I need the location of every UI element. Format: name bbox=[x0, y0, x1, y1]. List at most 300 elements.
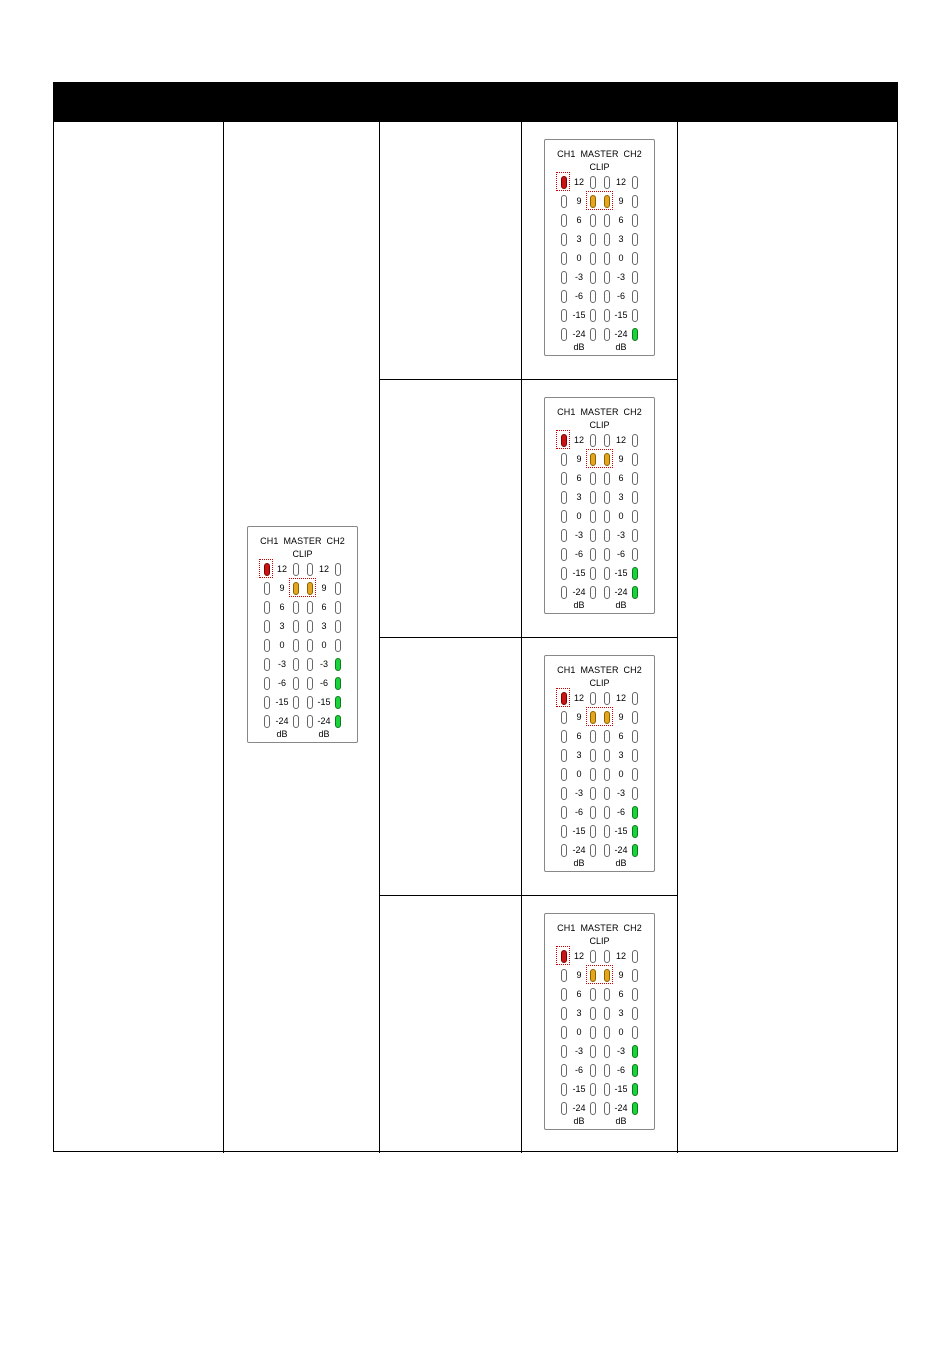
ch2-level-label: 9 bbox=[618, 196, 624, 206]
ch2-led bbox=[335, 696, 341, 709]
master-left-led bbox=[590, 692, 596, 705]
ch2-level-label: -6 bbox=[319, 678, 328, 688]
ch2-level-label: 12 bbox=[615, 693, 626, 703]
meter-row bbox=[545, 1043, 654, 1062]
ch1-level-label: 12 bbox=[573, 951, 584, 961]
ch1-led bbox=[264, 620, 270, 633]
meter-state-2 bbox=[544, 397, 655, 614]
ch1-level-label: -3 bbox=[574, 272, 583, 282]
ch1-led bbox=[561, 988, 567, 1001]
master-right-led bbox=[604, 214, 610, 227]
master-left-led bbox=[590, 825, 596, 838]
ch2-led bbox=[632, 768, 638, 781]
meter-state-3 bbox=[544, 655, 655, 872]
master-right-led bbox=[604, 806, 610, 819]
ch2-led bbox=[335, 620, 341, 633]
ch1-level-label: -6 bbox=[574, 291, 583, 301]
meter-row bbox=[545, 326, 654, 345]
meter-overview bbox=[247, 526, 358, 743]
ch2-led bbox=[632, 988, 638, 1001]
ch1-led bbox=[264, 601, 270, 614]
db-unit-label: dB bbox=[573, 342, 585, 352]
ch1-level-label: 3 bbox=[576, 492, 582, 502]
ch2-led bbox=[632, 434, 638, 447]
master-right-led bbox=[604, 825, 610, 838]
master-left-led bbox=[590, 434, 596, 447]
master-left-led bbox=[590, 214, 596, 227]
master-right-led bbox=[604, 510, 610, 523]
meter-row bbox=[545, 1100, 654, 1119]
meter-title bbox=[545, 407, 654, 419]
ch1-level-label: -24 bbox=[275, 716, 289, 726]
ch1-level-label: -15 bbox=[572, 1084, 586, 1094]
master-right-led bbox=[307, 658, 313, 671]
master-right-led bbox=[604, 567, 610, 580]
ch2-led bbox=[335, 658, 341, 671]
ch1-led bbox=[561, 1102, 567, 1115]
master-right-led bbox=[604, 768, 610, 781]
master-right-led bbox=[604, 548, 610, 561]
ch2-led bbox=[632, 749, 638, 762]
ch2-led bbox=[632, 787, 638, 800]
clip-label: CLIP bbox=[589, 162, 610, 172]
ch2-label: CH2 bbox=[623, 665, 642, 675]
ch1-led bbox=[561, 548, 567, 561]
meter-row bbox=[248, 675, 357, 694]
ch2-led bbox=[632, 730, 638, 743]
ch2-level-label: 3 bbox=[618, 234, 624, 244]
master-label: MASTER bbox=[580, 149, 619, 159]
ch1-label: CH1 bbox=[260, 536, 279, 546]
master-left-led bbox=[293, 620, 299, 633]
ch2-level-label: -15 bbox=[614, 1084, 628, 1094]
master-indicator-box bbox=[289, 578, 316, 597]
ch1-level-label: 12 bbox=[573, 693, 584, 703]
master-label: MASTER bbox=[283, 536, 322, 546]
ch2-led bbox=[632, 548, 638, 561]
db-unit-label: dB bbox=[615, 1116, 627, 1126]
master-right-led bbox=[604, 1026, 610, 1039]
ch2-led bbox=[632, 825, 638, 838]
ch1-level-label: 12 bbox=[573, 177, 584, 187]
ch1-level-label: -24 bbox=[572, 1103, 586, 1113]
master-right-led bbox=[604, 290, 610, 303]
ch2-level-label: -15 bbox=[614, 826, 628, 836]
ch1-level-label: 0 bbox=[279, 640, 285, 650]
master-left-led bbox=[590, 1045, 596, 1058]
ch1-label: CH1 bbox=[557, 407, 576, 417]
ch2-led bbox=[632, 491, 638, 504]
ch1-level-label: 9 bbox=[279, 583, 285, 593]
master-left-led bbox=[590, 529, 596, 542]
ch2-led bbox=[632, 1102, 638, 1115]
ch2-led bbox=[632, 290, 638, 303]
meter-row bbox=[545, 250, 654, 269]
ch1-led bbox=[561, 195, 567, 208]
ch1-led bbox=[561, 328, 567, 341]
db-unit-label: dB bbox=[276, 729, 288, 739]
meter-row bbox=[545, 508, 654, 527]
ch1-led bbox=[561, 969, 567, 982]
ch1-led bbox=[561, 491, 567, 504]
master-left-led bbox=[590, 252, 596, 265]
meter-row bbox=[545, 728, 654, 747]
ch2-label: CH2 bbox=[623, 407, 642, 417]
ch1-level-label: 9 bbox=[576, 712, 582, 722]
ch1-level-label: -15 bbox=[572, 568, 586, 578]
ch2-led bbox=[335, 582, 341, 595]
ch1-level-label: -15 bbox=[275, 697, 289, 707]
ch1-level-label: 0 bbox=[576, 769, 582, 779]
table-header-row bbox=[53, 82, 898, 122]
ch1-led bbox=[561, 1026, 567, 1039]
ch1-level-label: -6 bbox=[574, 549, 583, 559]
ch1-led bbox=[561, 806, 567, 819]
column-divider bbox=[677, 122, 678, 1153]
master-right-led bbox=[307, 639, 313, 652]
ch2-level-label: 12 bbox=[318, 564, 329, 574]
master-left-led bbox=[590, 309, 596, 322]
master-indicator-box bbox=[586, 707, 613, 726]
master-left-led bbox=[293, 658, 299, 671]
ch1-led bbox=[264, 715, 270, 728]
db-unit-label: dB bbox=[573, 858, 585, 868]
master-left-led bbox=[590, 510, 596, 523]
ch2-level-label: -15 bbox=[317, 697, 331, 707]
ch1-led bbox=[561, 711, 567, 724]
ch2-led bbox=[632, 271, 638, 284]
ch1-led bbox=[561, 290, 567, 303]
master-left-led bbox=[590, 1083, 596, 1096]
ch2-led bbox=[632, 1083, 638, 1096]
ch1-led bbox=[561, 768, 567, 781]
row-divider bbox=[379, 895, 677, 896]
master-left-led bbox=[590, 768, 596, 781]
ch1-level-label: 6 bbox=[576, 473, 582, 483]
master-right-led bbox=[307, 601, 313, 614]
meter-row bbox=[545, 967, 654, 986]
meter-row bbox=[545, 1062, 654, 1081]
master-left-led bbox=[293, 677, 299, 690]
ch2-level-label: 0 bbox=[618, 253, 624, 263]
master-right-led bbox=[604, 586, 610, 599]
ch1-led bbox=[561, 252, 567, 265]
master-left-led bbox=[293, 601, 299, 614]
ch1-level-label: 12 bbox=[573, 435, 584, 445]
ch2-led bbox=[632, 969, 638, 982]
ch1-led bbox=[561, 1064, 567, 1077]
meter-title bbox=[248, 536, 357, 548]
ch2-led bbox=[632, 567, 638, 580]
ch2-level-label: -3 bbox=[319, 659, 328, 669]
master-left-led bbox=[590, 548, 596, 561]
master-left-led bbox=[293, 563, 299, 576]
ch1-level-label: -15 bbox=[572, 310, 586, 320]
clip-indicator-box bbox=[556, 430, 570, 449]
ch1-level-label: -6 bbox=[277, 678, 286, 688]
db-unit-label: dB bbox=[615, 342, 627, 352]
ch2-level-label: 12 bbox=[615, 435, 626, 445]
master-left-led bbox=[590, 950, 596, 963]
ch1-label: CH1 bbox=[557, 149, 576, 159]
meter-row bbox=[545, 804, 654, 823]
ch1-level-label: -6 bbox=[574, 1065, 583, 1075]
meter-row bbox=[545, 451, 654, 470]
meter-row bbox=[545, 269, 654, 288]
ch1-led bbox=[561, 214, 567, 227]
meter-row bbox=[545, 1024, 654, 1043]
clip-indicator-box bbox=[259, 559, 273, 578]
ch2-level-label: 0 bbox=[618, 511, 624, 521]
ch1-level-label: 0 bbox=[576, 1027, 582, 1037]
ch2-led bbox=[632, 1045, 638, 1058]
ch2-level-label: 9 bbox=[321, 583, 327, 593]
master-right-led bbox=[604, 529, 610, 542]
meter-row bbox=[545, 307, 654, 326]
meter-row bbox=[545, 231, 654, 250]
ch1-led bbox=[561, 1045, 567, 1058]
master-right-led bbox=[604, 1064, 610, 1077]
master-left-led bbox=[590, 1007, 596, 1020]
master-left-led bbox=[590, 1064, 596, 1077]
ch2-led bbox=[632, 711, 638, 724]
meter-row bbox=[545, 489, 654, 508]
meter-row bbox=[248, 580, 357, 599]
ch1-led bbox=[561, 1007, 567, 1020]
master-right-led bbox=[604, 1083, 610, 1096]
ch2-led bbox=[632, 806, 638, 819]
ch1-led bbox=[561, 510, 567, 523]
meter-title bbox=[545, 665, 654, 677]
master-right-led bbox=[307, 620, 313, 633]
ch2-level-label: 6 bbox=[321, 602, 327, 612]
meter-row bbox=[545, 766, 654, 785]
meter-row bbox=[545, 193, 654, 212]
ch2-led bbox=[632, 309, 638, 322]
ch1-led bbox=[561, 825, 567, 838]
master-right-led bbox=[604, 787, 610, 800]
ch1-led bbox=[561, 529, 567, 542]
ch2-led bbox=[632, 529, 638, 542]
master-indicator-box bbox=[586, 191, 613, 210]
meter-row bbox=[545, 785, 654, 804]
ch2-level-label: 3 bbox=[618, 492, 624, 502]
master-right-led bbox=[604, 950, 610, 963]
meter-row bbox=[545, 1081, 654, 1100]
ch2-led bbox=[632, 195, 638, 208]
clip-indicator-box bbox=[556, 946, 570, 965]
master-right-led bbox=[604, 749, 610, 762]
ch1-level-label: 6 bbox=[576, 989, 582, 999]
master-right-led bbox=[604, 988, 610, 1001]
master-right-led bbox=[307, 696, 313, 709]
ch2-level-label: -6 bbox=[616, 291, 625, 301]
ch2-led bbox=[335, 563, 341, 576]
ch1-led bbox=[561, 309, 567, 322]
ch1-led bbox=[561, 586, 567, 599]
ch2-led bbox=[632, 844, 638, 857]
ch1-led bbox=[264, 677, 270, 690]
meter-row bbox=[248, 599, 357, 618]
ch2-level-label: 9 bbox=[618, 970, 624, 980]
ch2-led bbox=[632, 233, 638, 246]
master-left-led bbox=[590, 328, 596, 341]
ch2-level-label: -24 bbox=[614, 329, 628, 339]
master-right-led bbox=[604, 1007, 610, 1020]
ch1-led bbox=[264, 582, 270, 595]
ch2-level-label: -3 bbox=[616, 272, 625, 282]
ch1-led bbox=[561, 844, 567, 857]
ch1-level-label: -3 bbox=[277, 659, 286, 669]
ch1-led bbox=[264, 639, 270, 652]
ch2-led bbox=[632, 1007, 638, 1020]
master-right-led bbox=[604, 472, 610, 485]
master-left-led bbox=[590, 472, 596, 485]
ch2-led bbox=[335, 677, 341, 690]
meter-row bbox=[545, 842, 654, 861]
ch2-level-label: -24 bbox=[614, 1103, 628, 1113]
master-right-led bbox=[604, 730, 610, 743]
ch2-level-label: 6 bbox=[618, 989, 624, 999]
meter-row bbox=[545, 212, 654, 231]
ch2-level-label: 0 bbox=[321, 640, 327, 650]
ch1-level-label: -24 bbox=[572, 587, 586, 597]
ch1-level-label: -3 bbox=[574, 530, 583, 540]
ch2-level-label: 0 bbox=[618, 769, 624, 779]
master-label: MASTER bbox=[580, 665, 619, 675]
ch2-level-label: -24 bbox=[614, 587, 628, 597]
master-right-led bbox=[604, 491, 610, 504]
ch1-level-label: -24 bbox=[572, 845, 586, 855]
master-left-led bbox=[293, 696, 299, 709]
meter-row bbox=[545, 709, 654, 728]
ch2-led bbox=[335, 639, 341, 652]
ch2-led bbox=[632, 1026, 638, 1039]
ch1-level-label: -15 bbox=[572, 826, 586, 836]
ch2-level-label: -15 bbox=[614, 568, 628, 578]
ch2-level-label: 0 bbox=[618, 1027, 624, 1037]
ch2-level-label: -15 bbox=[614, 310, 628, 320]
meter-state-4 bbox=[544, 913, 655, 1130]
ch2-level-label: -24 bbox=[317, 716, 331, 726]
master-right-led bbox=[604, 233, 610, 246]
ch2-led bbox=[632, 1064, 638, 1077]
ch1-led bbox=[561, 787, 567, 800]
master-label: MASTER bbox=[580, 407, 619, 417]
ch2-led bbox=[632, 586, 638, 599]
master-indicator-box bbox=[586, 449, 613, 468]
ch2-level-label: -3 bbox=[616, 530, 625, 540]
master-right-led bbox=[604, 1102, 610, 1115]
master-left-led bbox=[590, 176, 596, 189]
ch2-led bbox=[632, 510, 638, 523]
ch2-led bbox=[632, 252, 638, 265]
ch1-label: CH1 bbox=[557, 665, 576, 675]
ch1-level-label: 9 bbox=[576, 196, 582, 206]
ch1-led bbox=[561, 567, 567, 580]
meter-row bbox=[248, 618, 357, 637]
ch2-level-label: 3 bbox=[618, 750, 624, 760]
meter-row bbox=[545, 823, 654, 842]
master-right-led bbox=[604, 271, 610, 284]
master-right-led bbox=[604, 328, 610, 341]
master-left-led bbox=[590, 586, 596, 599]
ch2-label: CH2 bbox=[326, 536, 345, 546]
master-left-led bbox=[590, 1102, 596, 1115]
master-left-led bbox=[590, 844, 596, 857]
master-left-led bbox=[293, 715, 299, 728]
clip-label: CLIP bbox=[589, 420, 610, 430]
ch2-level-label: -6 bbox=[616, 807, 625, 817]
meter-row bbox=[248, 713, 357, 732]
ch2-level-label: -6 bbox=[616, 1065, 625, 1075]
ch2-level-label: 12 bbox=[615, 951, 626, 961]
ch1-led bbox=[561, 271, 567, 284]
meter-title bbox=[545, 923, 654, 935]
ch2-level-label: 6 bbox=[618, 731, 624, 741]
ch1-led bbox=[561, 1083, 567, 1096]
ch1-level-label: -3 bbox=[574, 788, 583, 798]
ch1-level-label: -3 bbox=[574, 1046, 583, 1056]
master-left-led bbox=[590, 491, 596, 504]
master-right-led bbox=[604, 692, 610, 705]
ch2-label: CH2 bbox=[623, 923, 642, 933]
meter-row bbox=[545, 747, 654, 766]
ch2-led bbox=[632, 472, 638, 485]
ch2-level-label: 12 bbox=[615, 177, 626, 187]
ch2-led bbox=[632, 692, 638, 705]
ch2-label: CH2 bbox=[623, 149, 642, 159]
ch1-led bbox=[561, 453, 567, 466]
ch2-level-label: -24 bbox=[614, 845, 628, 855]
clip-label: CLIP bbox=[589, 678, 610, 688]
ch1-level-label: 6 bbox=[576, 215, 582, 225]
master-right-led bbox=[604, 434, 610, 447]
meter-title bbox=[545, 149, 654, 161]
ch2-level-label: 3 bbox=[321, 621, 327, 631]
ch1-level-label: -24 bbox=[572, 329, 586, 339]
ch2-led bbox=[632, 214, 638, 227]
ch1-level-label: 6 bbox=[279, 602, 285, 612]
master-left-led bbox=[590, 749, 596, 762]
db-unit-label: dB bbox=[615, 858, 627, 868]
master-right-led bbox=[604, 844, 610, 857]
db-unit-label: dB bbox=[615, 600, 627, 610]
master-left-led bbox=[293, 639, 299, 652]
db-unit-label: dB bbox=[318, 729, 330, 739]
ch2-led bbox=[632, 453, 638, 466]
ch1-level-label: 0 bbox=[576, 511, 582, 521]
db-unit-label: dB bbox=[573, 1116, 585, 1126]
master-left-led bbox=[590, 290, 596, 303]
meter-row bbox=[545, 546, 654, 565]
ch2-level-label: 9 bbox=[618, 712, 624, 722]
ch1-level-label: 9 bbox=[576, 454, 582, 464]
row-divider bbox=[379, 379, 677, 380]
master-left-led bbox=[590, 806, 596, 819]
clip-label: CLIP bbox=[292, 549, 313, 559]
column-divider bbox=[223, 122, 224, 1153]
clip-indicator-box bbox=[556, 688, 570, 707]
db-unit-label: dB bbox=[573, 600, 585, 610]
ch1-level-label: 3 bbox=[576, 234, 582, 244]
master-right-led bbox=[307, 677, 313, 690]
master-left-led bbox=[590, 1026, 596, 1039]
ch2-level-label: -3 bbox=[616, 788, 625, 798]
meter-row bbox=[248, 637, 357, 656]
master-right-led bbox=[307, 715, 313, 728]
ch1-level-label: -6 bbox=[574, 807, 583, 817]
